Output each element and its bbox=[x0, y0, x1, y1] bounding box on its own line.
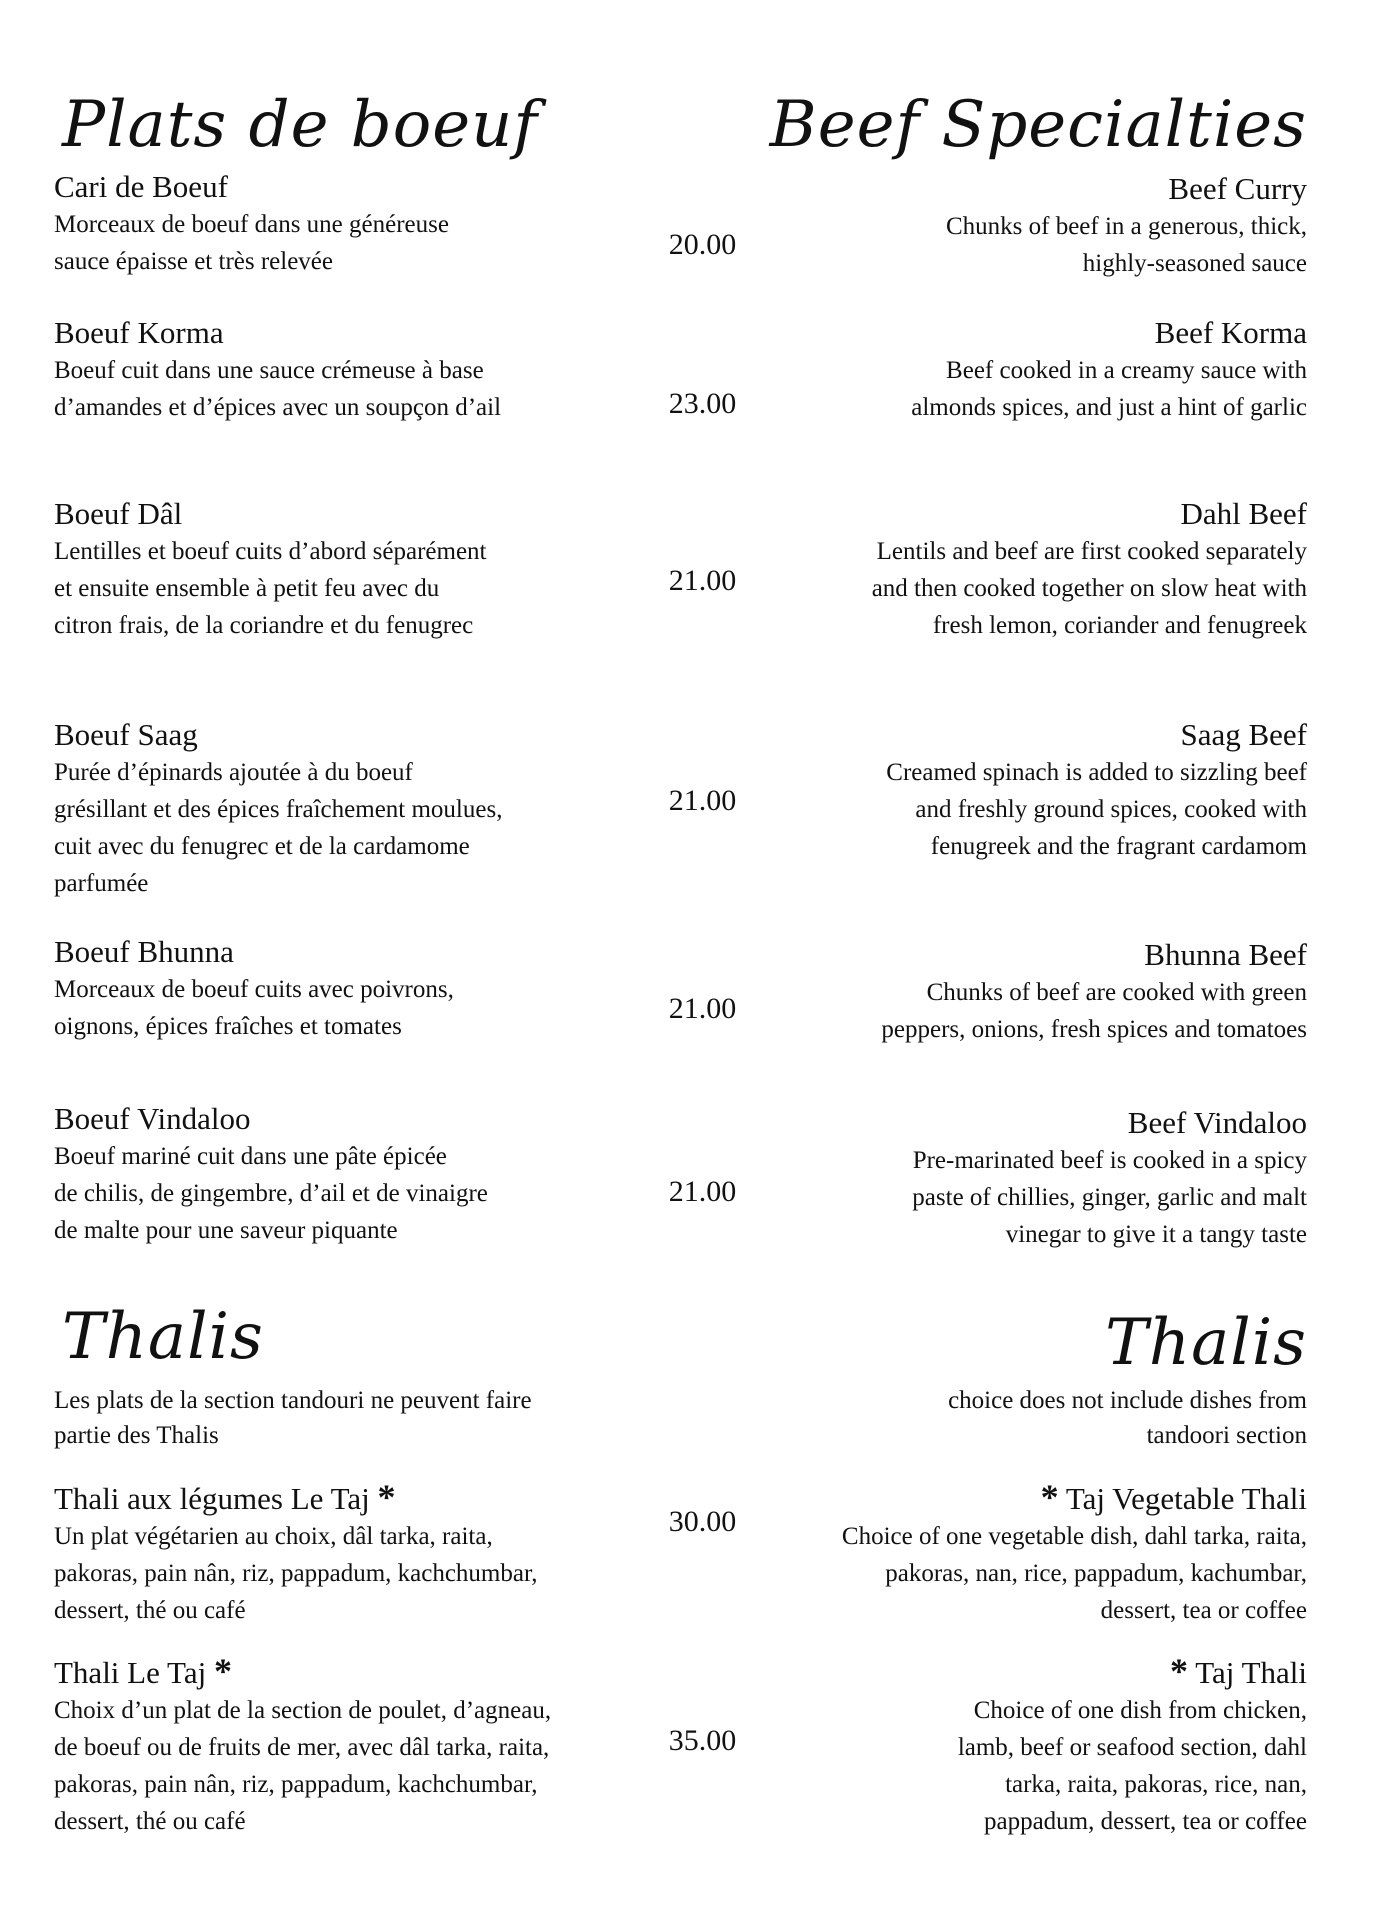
item-desc-fr: Morceaux de boeuf cuits avec poivrons, bbox=[54, 976, 454, 1003]
item-desc-fr: dessert, thé ou café bbox=[54, 1597, 246, 1624]
item-name-fr: Boeuf Dâl bbox=[54, 496, 183, 531]
item-desc-en: fresh lemon, coriander and fenugreek bbox=[932, 612, 1307, 639]
item-desc-fr: Choix d’un plat de la section de poulet, d’agneau, bbox=[54, 1697, 552, 1724]
note-line: tandoori section bbox=[1146, 1422, 1307, 1449]
item-desc-fr: citron frais, de la coriandre et du fenugrec bbox=[54, 612, 474, 639]
item-desc-fr: Purée d’épinards ajoutée à du boeuf bbox=[54, 759, 413, 786]
item-desc-en: paste of chillies, ginger, garlic and malt bbox=[912, 1184, 1307, 1211]
item-desc-en: tarka, raita, pakoras, rice, nan, bbox=[1005, 1771, 1307, 1798]
asterisk-mark: * bbox=[213, 1651, 232, 1691]
item-desc-fr: d’amandes et d’épices avec un soupçon d’ail bbox=[54, 394, 502, 421]
asterisk-mark: * bbox=[1040, 1477, 1059, 1517]
item-desc-fr: Boeuf cuit dans une sauce crémeuse à base bbox=[54, 357, 484, 384]
item-desc-fr: grésillant et des épices fraîchement moulues, bbox=[54, 796, 503, 823]
menu-item-fr bbox=[54, 1100, 654, 1249]
item-price: 21.00 bbox=[668, 564, 737, 597]
menu-item-en bbox=[707, 495, 1307, 644]
item-desc-fr: de chilis, de gingembre, d’ail et de vinaigre bbox=[54, 1180, 488, 1207]
item-desc-fr: Morceaux de boeuf dans une généreuse bbox=[54, 211, 449, 238]
menu-item-en bbox=[707, 170, 1307, 282]
item-desc-en: peppers, onions, fresh spices and tomatoes bbox=[881, 1016, 1307, 1043]
asterisk-mark: * bbox=[1170, 1651, 1189, 1691]
item-desc-fr: oignons, épices fraîches et tomates bbox=[54, 1013, 402, 1040]
section-title-beef-en: Beef Specialties bbox=[769, 88, 1307, 162]
item-desc-fr: Boeuf mariné cuit dans une pâte épicée bbox=[54, 1143, 447, 1170]
item-name-text: Taj Vegetable Thali bbox=[1065, 1481, 1307, 1516]
item-name-text: Thali aux légumes Le Taj bbox=[54, 1481, 370, 1516]
item-desc-fr: pakoras, pain nân, riz, pappadum, kachchumbar, bbox=[54, 1560, 538, 1587]
item-desc-en: pappadum, dessert, tea or coffee bbox=[983, 1808, 1307, 1835]
item-name-fr: Boeuf Bhunna bbox=[54, 934, 234, 969]
item-desc-en: Chunks of beef are cooked with green bbox=[926, 979, 1307, 1006]
item-name-fr bbox=[54, 1478, 654, 1518]
item-desc-en: and freshly ground spices, cooked with bbox=[915, 796, 1307, 823]
item-desc-en: Chunks of beef in a generous, thick, bbox=[945, 213, 1307, 240]
item-desc-en: lamb, beef or seafood section, dahl bbox=[957, 1734, 1307, 1761]
item-desc-en: dessert, tea or coffee bbox=[1100, 1597, 1307, 1624]
item-name-fr bbox=[54, 1652, 654, 1692]
thalis-note-en bbox=[707, 1383, 1307, 1453]
item-desc-fr: de boeuf ou de fruits de mer, avec dâl tarka, raita, bbox=[54, 1734, 550, 1761]
item-price: 30.00 bbox=[668, 1505, 737, 1538]
item-desc-en: Pre-marinated beef is cooked in a spicy bbox=[912, 1147, 1307, 1174]
item-desc-en: pakoras, nan, rice, pappadum, kachumbar, bbox=[885, 1560, 1307, 1587]
item-name-en: Dahl Beef bbox=[1180, 496, 1307, 531]
item-desc-fr: et ensuite ensemble à petit feu avec du bbox=[54, 575, 440, 602]
item-price: 21.00 bbox=[668, 784, 737, 817]
menu-item-en bbox=[707, 936, 1307, 1048]
menu-item-fr bbox=[54, 1478, 654, 1629]
item-desc-fr: sauce épaisse et très relevée bbox=[54, 248, 334, 275]
item-price: 35.00 bbox=[668, 1724, 737, 1757]
item-desc-fr: Un plat végétarien au choix, dâl tarka, raita, bbox=[54, 1523, 493, 1550]
menu-item-en bbox=[707, 1652, 1307, 1840]
menu-item-fr bbox=[54, 168, 654, 280]
menu-item-en bbox=[707, 1478, 1307, 1629]
note-line: Les plats de la section tandouri ne peuvent faire bbox=[54, 1387, 532, 1414]
section-title-beef-fr: Plats de boeuf bbox=[62, 88, 539, 162]
item-price: 23.00 bbox=[668, 387, 737, 420]
item-name-en: Bhunna Beef bbox=[1144, 937, 1307, 972]
menu-item-fr bbox=[54, 314, 654, 426]
note-line: partie des Thalis bbox=[54, 1422, 219, 1449]
item-desc-en: Beef cooked in a creamy sauce with bbox=[946, 357, 1307, 384]
item-name-fr: Boeuf Vindaloo bbox=[54, 1101, 251, 1136]
item-desc-fr: dessert, thé ou café bbox=[54, 1808, 246, 1835]
item-name-en bbox=[707, 1478, 1307, 1518]
menu-item-en bbox=[707, 314, 1307, 426]
item-desc-en: Choice of one dish from chicken, bbox=[973, 1697, 1307, 1724]
item-name-fr: Boeuf Korma bbox=[54, 315, 224, 350]
item-name-text: Thali Le Taj bbox=[54, 1655, 207, 1690]
thalis-note-fr bbox=[54, 1383, 654, 1453]
item-price: 21.00 bbox=[668, 992, 737, 1025]
item-name-en: Beef Curry bbox=[1168, 171, 1307, 206]
item-price: 21.00 bbox=[668, 1175, 737, 1208]
item-desc-en: Choice of one vegetable dish, dahl tarka, raita, bbox=[841, 1523, 1307, 1550]
item-desc-fr: cuit avec du fenugrec et de la cardamome bbox=[54, 833, 470, 860]
item-name-en: Beef Korma bbox=[1154, 315, 1307, 350]
item-desc-en: fenugreek and the fragrant cardamom bbox=[930, 833, 1307, 860]
menu-item-fr bbox=[54, 1652, 654, 1840]
menu-item-fr bbox=[54, 716, 654, 902]
item-desc-fr: Lentilles et boeuf cuits d’abord séparément bbox=[54, 538, 487, 565]
item-desc-en: and then cooked together on slow heat with bbox=[871, 575, 1307, 602]
item-price: 20.00 bbox=[668, 228, 737, 261]
item-name-fr: Cari de Boeuf bbox=[54, 169, 228, 204]
menu-item-en bbox=[707, 716, 1307, 865]
asterisk-mark: * bbox=[377, 1477, 396, 1517]
item-desc-en: vinegar to give it a tangy taste bbox=[1005, 1221, 1307, 1248]
item-name-en: Saag Beef bbox=[1180, 717, 1307, 752]
menu-item-fr bbox=[54, 933, 654, 1045]
item-desc-fr: pakoras, pain nân, riz, pappadum, kachchumbar, bbox=[54, 1771, 538, 1798]
section-title-thalis-fr: Thalis bbox=[62, 1300, 264, 1374]
item-name-text: Taj Thali bbox=[1195, 1655, 1307, 1690]
menu-item-fr bbox=[54, 495, 654, 644]
item-desc-en: almonds spices, and just a hint of garlic bbox=[911, 394, 1307, 421]
item-name-en bbox=[707, 1652, 1307, 1692]
item-desc-en: Lentils and beef are first cooked separately bbox=[876, 538, 1307, 565]
item-desc-en: Creamed spinach is added to sizzling beef bbox=[886, 759, 1307, 786]
menu-item-en bbox=[707, 1104, 1307, 1253]
section-title-thalis-en: Thalis bbox=[1105, 1306, 1307, 1380]
item-name-fr: Boeuf Saag bbox=[54, 717, 198, 752]
item-name-en: Beef Vindaloo bbox=[1127, 1105, 1307, 1140]
note-line: choice does not include dishes from bbox=[948, 1387, 1307, 1414]
item-desc-en: highly-seasoned sauce bbox=[1082, 250, 1307, 277]
item-desc-fr: de malte pour une saveur piquante bbox=[54, 1217, 398, 1244]
item-desc-fr: parfumée bbox=[54, 870, 149, 897]
